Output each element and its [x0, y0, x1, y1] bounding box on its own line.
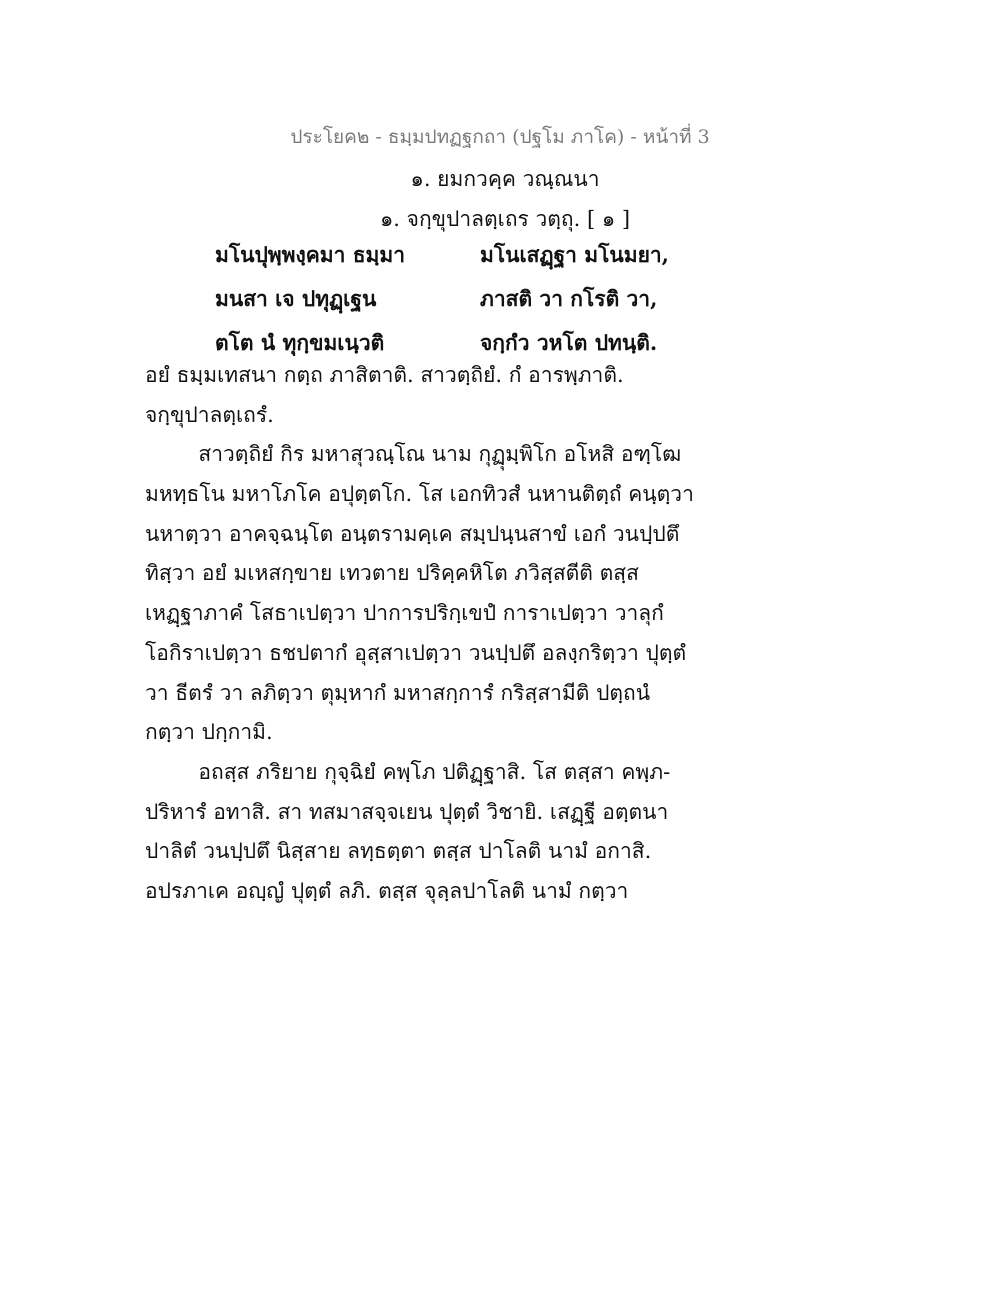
body-line: กตฺวา ปกฺกามิ. [145, 720, 273, 745]
verse-line-left: ตโต นํ ทุกฺขมเนฺวติ [215, 330, 385, 355]
body-line: มหทฺธโน มหาโภโค อปุตฺตโก. โส เอกทิวสํ นหานติตฺถํ คนฺตฺวา [145, 482, 694, 507]
verse-line-right: ภาสติ วา กโรติ วา, [480, 286, 658, 311]
body-line: ปาลิตํ วนปฺปตึ นิสฺสาย ลทฺธตฺตา ตสฺส ปาโลติ นามํ อกาสิ. [145, 839, 652, 864]
body-line: โอกิราเปตฺวา ธชปตากํ อุสฺสาเปตฺวา วนปฺปตึ อลงฺกริตฺวา ปุตฺตํ [145, 640, 687, 665]
story-title: ๑. จกฺขุปาลตฺเถร วตฺถุ. [ ๑ ] [379, 207, 631, 231]
body-text [145, 360, 694, 916]
verse-line-right: มโนเสฏฺฐา มโนมยา, [480, 242, 669, 267]
body-line: อถสฺส ภริยาย กุจฺฉิยํ คพฺโภ ปติฏฺฐาสิ. โส ตสฺสา คพฺภ- [145, 759, 671, 784]
body-line: อปรภาเค อญฺญํ ปุตฺตํ ลภิ. ตสฺส จุลฺลปาโลติ นามํ กตฺวา [145, 878, 629, 903]
body-line: วา ธีตรํ วา ลภิตฺวา ตุมฺหากํ มหาสกฺการํ กริสฺสามีติ ปตฺถนํ [145, 680, 651, 705]
body-line: เหฏฺฐาภาคํ โสธาเปตฺวา ปาการปริกฺเขปํ การาเปตฺวา วาลุกํ [145, 601, 664, 626]
verse-block [215, 240, 715, 372]
verse-line-right: จกฺกํว วหโต ปทนฺติ. [480, 330, 658, 355]
body-line: จกฺขุปาลตฺเถรํ. [145, 402, 274, 427]
verse-line-left: มโนปุพฺพงฺคมา ธมฺมา [215, 242, 406, 267]
body-line: ทิสฺวา อยํ มเหสกฺขาย เทวตาย ปริคฺคหิโต ภวิสฺสตีติ ตสฺส [145, 561, 639, 586]
verse-line-left: มนสา เจ ปทุฏฺเฐน [215, 286, 377, 311]
body-line: สาวตฺถิยํ กิร มหาสุวณฺโณ นาม กุฏุมฺพิโก อโหสิ อฑฺโฒ [145, 442, 682, 467]
page-header [0, 122, 1000, 152]
verse-line [215, 284, 715, 328]
page-header-text: ประโยค๒ - ธมฺมปทฏฐกถา (ปฐโม ภาโค) - หน้าที่ 3 [290, 126, 710, 148]
body-line: ปริหารํ อทาสิ. สา ทสมาสจฺจเยน ปุตฺตํ วิชายิ. เสฏฺฐี อตฺตนา [145, 799, 669, 824]
body-line: อยํ ธมฺมเทสนา กตฺถ ภาสิตาติ. สาวตฺถิยํ. กํ อารพฺภาติ. [145, 363, 624, 387]
body-line: นหาตฺวา อาคจฺฉนฺโต อนฺตรามคฺเค สมฺปนฺนสาขํ เอกํ วนปฺปตึ [145, 521, 680, 546]
verse-line [215, 240, 715, 284]
chapter-title: ๑. ยมกวคฺค วณฺณนา [410, 167, 600, 191]
